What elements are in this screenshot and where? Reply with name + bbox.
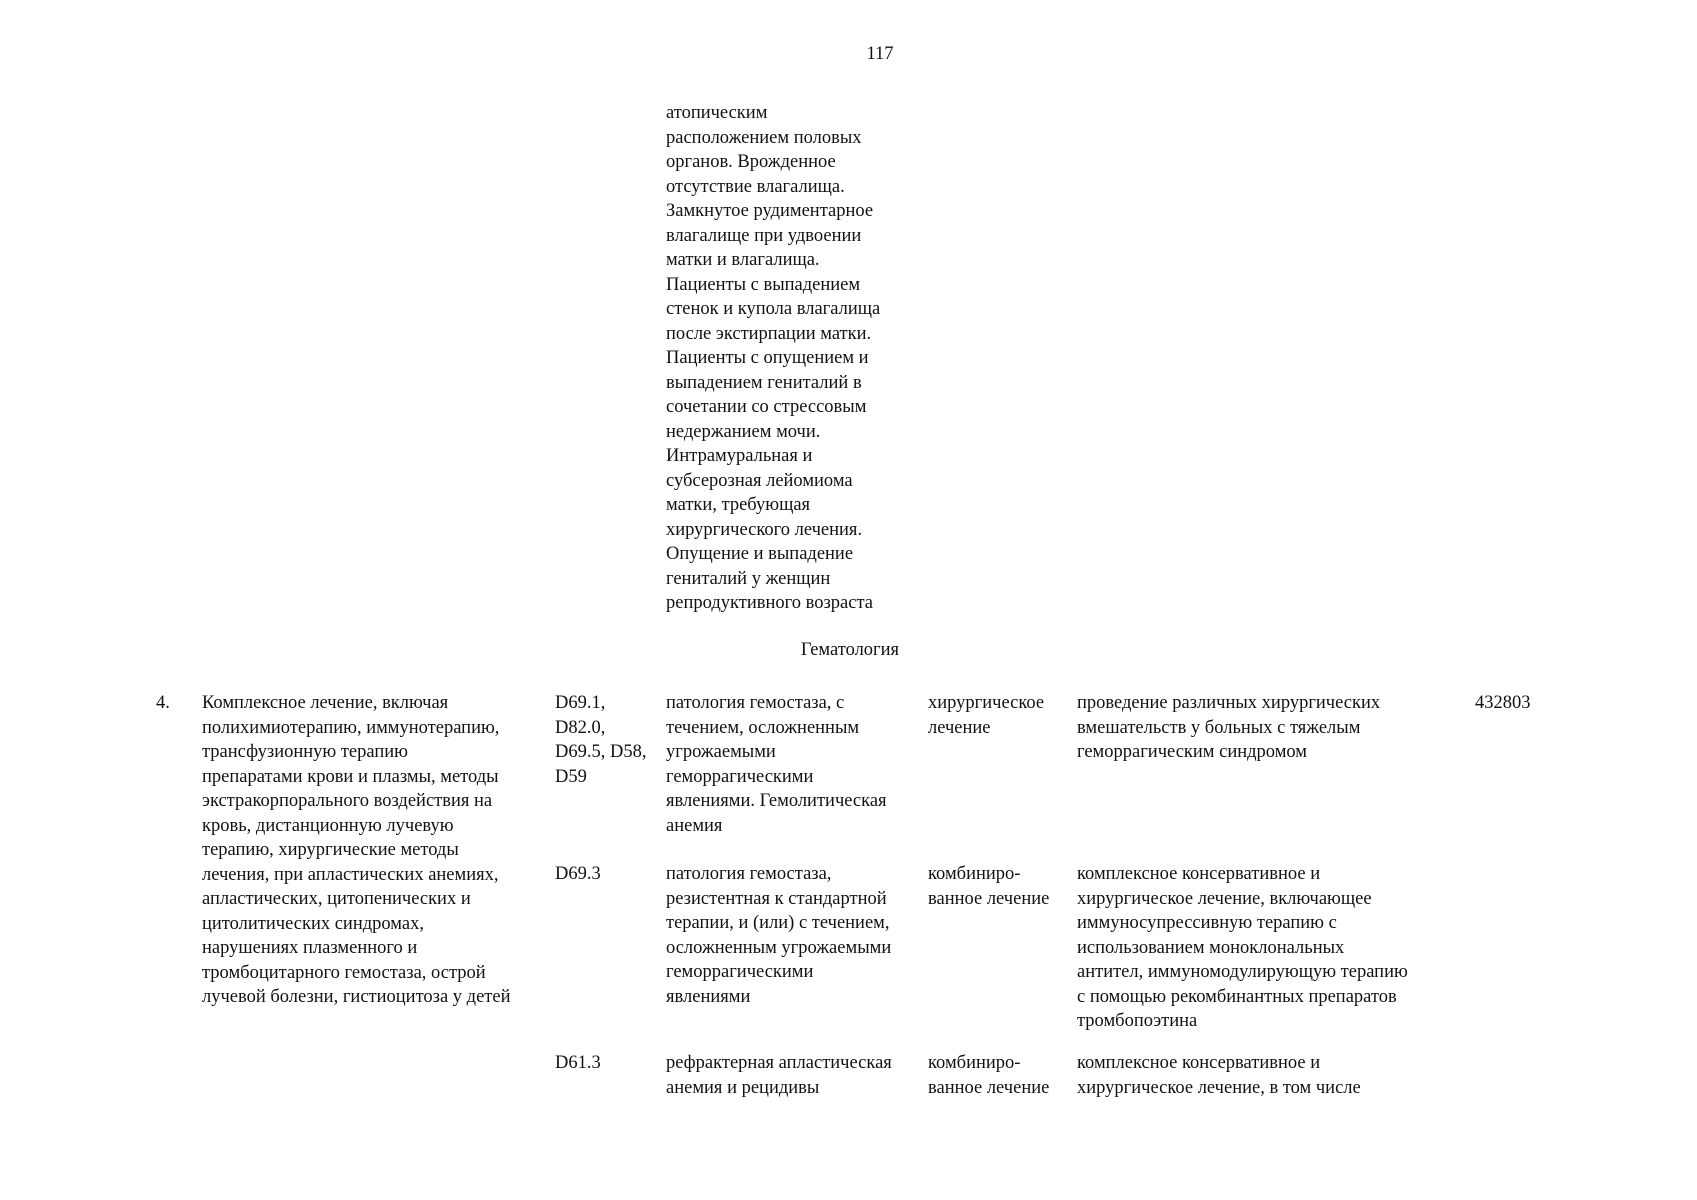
icd-codes-cell: D69.3 (555, 864, 601, 884)
method-cell: проведение различных хирургических вмешательств у больных с тяжелым геморрагическим синдромом (1077, 693, 1381, 762)
patient-model-cell: рефрактерная апластическая анемия и рецидивы (666, 1053, 892, 1098)
cost-cell: 432803 (1475, 693, 1531, 713)
entry-number: 4. (156, 693, 170, 713)
method-cell: комплексное консервативное и хирургическое лечение, в том числе (1077, 1053, 1361, 1098)
page-number: 117 (866, 44, 894, 64)
patient-model-cell: патология гемостаза, резистентная к стандартной терапии, и (или) с течением, осложненным угрожаемыми геморрагическими явлениями (666, 864, 892, 1007)
treatment-type-cell: комбиниро- ванное лечение (928, 864, 1050, 909)
treatment-type-cell: хирургическое лечение (928, 693, 1045, 738)
section-title: Гематология (800, 640, 900, 660)
patient-model-cell: патология гемостаза, с течением, осложненным угрожаемыми геморрагическими явлениями. Гемолитическая анемия (666, 693, 887, 836)
continued-patient-model-cell: атопическим расположением половых органов. Врожденное отсутствие влагалища. Замкнутое рудиментарное влагалище при удвоении матки и влагалища. Пациенты с выпадением стенок и купола влагалища после экстирпации матки. Пациенты с опущением и выпадением гениталий в сочетании со стрессовым недержанием мочи. Интрамуральная и субсерозная лейомиома матки, требующая хирургического лечения. Опущение и выпадение гениталий у женщин репродуктивного возраста (666, 103, 881, 613)
icd-codes-cell: D69.1, D82.0, D69.5, D58, D59 (555, 693, 647, 787)
method-cell: комплексное консервативное и хирургическое лечение, включающее иммуносупрессивную терапию с использованием моноклональных антител, иммуномодулирующую терапию с помощью рекомбинантных препаратов тромбопоэтина (1077, 864, 1408, 1031)
icd-codes-cell: D61.3 (555, 1053, 601, 1073)
treatment-type-cell: комбиниро- ванное лечение (928, 1053, 1050, 1098)
treatment-profile-cell: Комплексное лечение, включая полихимиотерапию, иммунотерапию, трансфузионную терапию препаратами крови и плазмы, методы экстракорпорального воздействия на кровь, дистанционную лучевую терапию, хирургические методы лечения, при апластических анемиях, апластических, цитопенических и цитолитических синдромах, нарушениях плазменного и тромбоцитарного гемостаза, острой лучевой болезни, гистиоцитоза у детей (202, 693, 511, 1007)
